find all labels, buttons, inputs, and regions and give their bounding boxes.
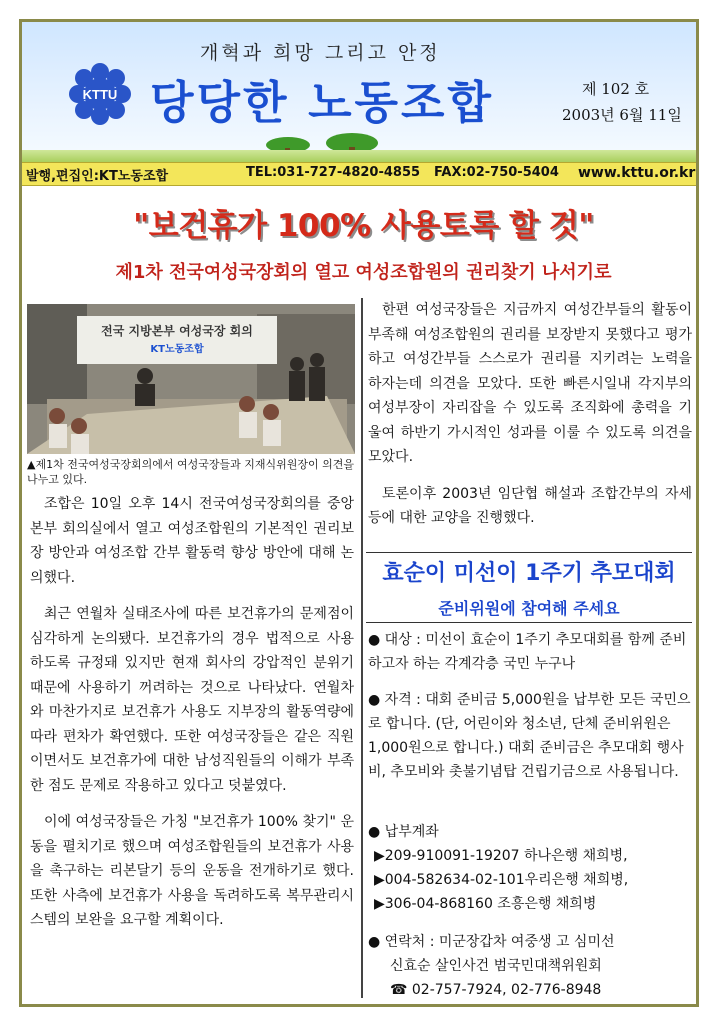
kttu-logo-icon [68, 62, 132, 126]
website-link[interactable]: www.kttu.or.kr [578, 165, 696, 181]
notice-target [368, 628, 694, 676]
contact-phone: ☎ 02-757-7924, 02-776-8948 [390, 982, 602, 998]
notice-title: 효순이 미선이 1주기 추모대회 [382, 561, 676, 586]
masthead-tagline: 개혁과 희망 그리고 안정 [200, 42, 441, 64]
logo-text: KTTU [82, 87, 118, 102]
notice-rule [366, 622, 692, 623]
article-paragraph: 한편 여성국장들은 지금까지 여성간부들의 활동이 부족해 여성조합원의 권리를 보장받지 못했다고 평가하고 여성간부들 스스로가 권리를 지키려는 노력을 하자는데 의견을 모았다. 또한 빠른시일내 각지부의 여성부장이 자리잡을 수 있도록 조직화에 총력을 기울여 하반기 가시적인 성과를 이룰 수 있도록 의견을 모았다. [368, 302, 692, 465]
meeting-photo [27, 304, 355, 454]
column-divider [361, 298, 363, 998]
photo-caption: ▲제1차 전국여성국장회의에서 여성국장들과 지재식위원장이 의견을 나누고 있다. [27, 458, 354, 486]
notice-subtitle: 준비위원에 참여해 주세요 [438, 599, 620, 618]
article-paragraph: 토론이후 2003년 임단협 해설과 조합간부의 자세 등에 대한 교양을 진행했다. [368, 485, 692, 526]
article-paragraph: 최근 연월차 실태조사에 따른 보건휴가의 문제점이 심각하게 논의됐다. 보건휴가의 경우 법적으로 사용하도록 규정돼 있지만 현재 회사의 강압적인 분위기 때문에 사용하기 꺼려하는 것으로 나타났다. 연월차와 마찬가지로 보건휴가 사용도 지부장의 활동역량에 따라 편차가 확연했다. 또한 여성국장들은 같은 직원이면서도 보건휴가에 대한 남성직원들의 이해가 부족한 점도 문제로 작용하고 있다고 덧붙였다. [30, 606, 354, 794]
contact-line: ● 연락처 : 미군장갑차 여중생 고 심미선 [368, 934, 615, 950]
article-subheadline: 제1차 전국여성국장회의 열고 여성조합원의 권리찾기 나서기로 [115, 262, 612, 283]
article-paragraph: 조합은 10일 오후 14시 전국여성국장회의를 중앙본부 회의실에서 열고 여성조합원의 기본적인 권리보장 방안과 여성조합 간부 활동력 향상 방안에 대해 논의했다. [30, 496, 354, 586]
grass-strip [22, 150, 696, 162]
contact-line: 신효순 살인사건 범국민대책위원회 [390, 958, 602, 974]
publisher-label: 발행,편집인:KT노동조합 [26, 169, 169, 184]
article-paragraph: 이에 여성국장들은 가칭 "보건휴가 100% 찾기" 운동을 펼치기로 했으며 여성조합원들의 보건휴가 사용을 촉구하는 리본달기 등의 운동을 전개하기로 했다. 또한 사측에 보건휴가 사용을 독려하도록 복무관리시스템의 보완을 요구할 계획이다. [30, 814, 354, 928]
article-headline: "보건휴가 100% 사용토록 할 것" [133, 208, 594, 244]
notice-accounts [368, 820, 694, 916]
notice-top-rule [366, 552, 692, 553]
account-heading: ● 납부계좌 [368, 824, 439, 840]
account-item: ▶209-910091-19207 하나은행 채희병, [374, 848, 628, 864]
notice-contact [368, 930, 694, 1002]
notice-qualification [368, 688, 694, 784]
photo-banner-text: 전국 지방본부 여성국장 회의 [101, 324, 253, 338]
account-item: ▶004-582634-02-101우리은행 채희병, [374, 872, 629, 888]
account-item: ▶306-04-868160 조흥은행 채희병 [374, 896, 597, 912]
issue-number: 제 102 호 [582, 80, 650, 98]
publisher-bar [22, 162, 696, 186]
article-left-column [30, 492, 354, 945]
notice-qualification-text: ● 자격 : 대회 준비금 5,000원을 납부한 모든 국민으로 합니다. (단, 어린이와 청소년, 단체 준비위원은 1,000원으로 합니다.) 대회 준비금은 추모대회 행사비, 추모비와 촛불기념탑 건립기금으로 사용됩니다. [368, 692, 691, 780]
issue-date: 2003년 6월 11일 [562, 106, 682, 124]
photo-banner-org: KT노동조합 [150, 344, 204, 355]
notice-target-text: ● 대상 : 미선이 효순이 1주기 추모대회를 함께 준비하고자 하는 각계각층 국민 누구나 [368, 632, 687, 672]
article-right-column [368, 298, 692, 543]
telephone: TEL:031-727-4820-4855 [246, 165, 421, 180]
fax: FAX:02-750-5404 [434, 165, 559, 180]
newsletter-title: 당당한 노동조합 [150, 76, 494, 129]
